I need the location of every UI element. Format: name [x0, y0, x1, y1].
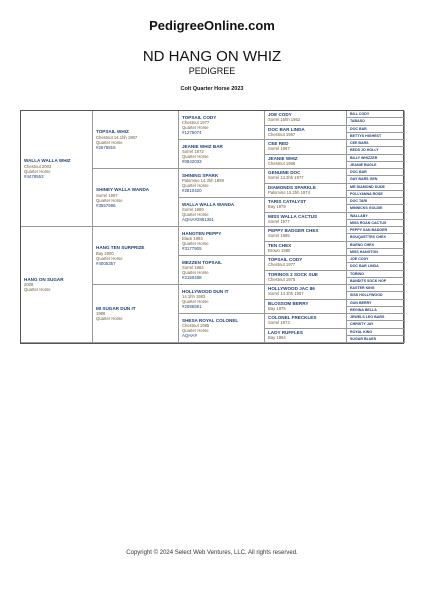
horse-name-label[interactable]: SUGAR BLUES — [350, 336, 377, 341]
horse-detail-line: Bay 1975 — [268, 305, 286, 311]
pedigree-cell-gen4 — [265, 256, 347, 271]
pedigree-cell-gen4 — [265, 300, 347, 315]
horse-name-label[interactable]: HANG TEN SURPRIZE — [96, 245, 145, 251]
horse-name-label[interactable]: SISS HOLLYWOOD — [350, 293, 383, 298]
horse-name-label[interactable]: JEANIE BUGLE — [350, 162, 377, 167]
horse-name-label[interactable]: JOE CODY — [268, 112, 292, 117]
horse-detail-line: AQHA# — [182, 333, 197, 339]
pedigree-cell-gen5 — [347, 126, 405, 133]
pedigree-cell-gen5 — [347, 234, 405, 241]
pedigree-cell-gen3 — [179, 169, 265, 198]
pedigree-cell-gen5 — [347, 249, 405, 256]
horse-name-label[interactable]: MEZZEN TOPSAIL — [182, 259, 222, 265]
horse-name-label[interactable]: REGINA BELLA — [350, 307, 377, 312]
horse-detail-line: Sorrel 1989 — [182, 207, 204, 213]
pedigree-cell-gen4 — [265, 227, 347, 242]
pedigree-cell-gen4 — [265, 242, 347, 257]
horse-name-label[interactable]: WALLA WALLA WHIZ — [24, 158, 71, 164]
pedigree-cell-gen5 — [347, 278, 405, 285]
horse-detail-line: Sorrel 1967 — [268, 146, 290, 152]
pedigree-cell-gen5 — [347, 191, 405, 198]
site-title: PedigreeOnline.com — [149, 18, 275, 33]
pedigree-cell-gen3 — [179, 111, 265, 140]
horse-detail-line: Sorrel 14.3hh 1967 — [268, 291, 304, 297]
horse-name-label[interactable]: WALLABY — [350, 213, 368, 218]
horse-detail-line: Sorrel 1997 — [96, 192, 118, 198]
horse-detail-line: #2150488 — [182, 275, 202, 281]
pedigree-cell-gen3 — [179, 198, 265, 227]
horse-detail-line: 14.1hh 1983 — [182, 294, 206, 300]
horse-name-label[interactable]: TORINO — [350, 271, 364, 276]
horse-name-label[interactable]: EASTER KING — [350, 286, 375, 291]
horse-name-label[interactable]: CEE BARS — [350, 141, 369, 146]
horse-detail-line: Quarter Horse — [96, 316, 123, 322]
horse-detail-line: Quarter Horse — [96, 139, 123, 145]
horse-name-label[interactable]: JEANIE WHIZ BAR — [182, 143, 223, 149]
pedigree-cell-gen5 — [347, 198, 405, 205]
horse-detail-line: Sorrel 1973 — [268, 320, 290, 326]
horse-name-label[interactable]: SHESA ROYAL COLONEL — [182, 317, 239, 323]
pedigree-cell-gen3 — [179, 256, 265, 285]
pedigree-cell-gen4 — [265, 111, 347, 126]
pedigree-cell-gen5 — [347, 256, 405, 263]
horse-name-label[interactable]: TOPSAIL CODY — [182, 114, 217, 120]
pedigree-cell-gen4 — [265, 271, 347, 286]
pedigree-cell-gen4 — [265, 126, 347, 141]
horse-name-label[interactable]: TOPSAIL CODY — [268, 257, 303, 262]
pedigree-cell-gen3 — [179, 285, 265, 314]
pedigree-cell-gen5 — [347, 242, 405, 249]
pedigree-cell-gen5 — [347, 329, 405, 336]
horse-detail-line: Chestnut 2003 — [24, 163, 52, 169]
pedigree-cell-gen5 — [347, 147, 405, 154]
pedigree-chart — [20, 110, 404, 344]
horse-detail-line: Chestnut 1977 — [182, 120, 210, 126]
horse-detail-line: Brown 1980 — [268, 247, 291, 253]
pedigree-cell-gen4 — [265, 285, 347, 300]
horse-name-label[interactable]: SHINING SPARK — [182, 172, 219, 178]
horse-detail-line: Bay 1979 — [268, 204, 286, 210]
pedigree-cell-gen2 — [93, 285, 179, 343]
horse-name-label[interactable]: HANGTEN PEPPY — [182, 230, 222, 236]
horse-name-label[interactable]: COLONEL FRECKLES — [268, 315, 317, 320]
pedigree-cell-gen5 — [347, 205, 405, 212]
horse-name-label[interactable]: HANG ON SUGAR — [24, 276, 64, 282]
horse-detail-line: Quarter Horse — [96, 197, 123, 203]
horse-name-label[interactable]: PEPPY BADGER CHEX — [268, 228, 319, 233]
pedigree-cell-gen5 — [347, 184, 405, 191]
horse-detail-line: Sorrel 1985 — [268, 233, 290, 239]
horse-detail-line: Quarter Horse — [182, 125, 209, 131]
pedigree-cell-gen3 — [179, 314, 265, 343]
horse-detail-line: Sorrel 1984 — [182, 265, 204, 271]
horse-detail-line: Chestnut 1977 — [268, 262, 296, 268]
pedigree-cell-gen2 — [93, 169, 179, 227]
horse-detail-line: AQHA#2861351 — [182, 217, 214, 223]
horse-detail-line: Sorrel 14.3hh 1977 — [268, 175, 304, 181]
horse-name-label[interactable]: MINNICKS GOLDIE — [350, 206, 383, 211]
pedigree-cell-gen5 — [347, 176, 405, 183]
horse-name-label[interactable]: DOC BAR LINDA — [268, 126, 305, 132]
horse-detail-line: #0842033 — [182, 159, 202, 165]
horse-detail-line: Bay 1964 — [268, 334, 286, 340]
horse-name-label[interactable]: DOC BAR — [350, 126, 367, 131]
pedigree-cell-gen2 — [93, 227, 179, 285]
horse-detail-line: Quarter Horse — [24, 287, 51, 293]
horse-name-label[interactable]: TARIS CATALYST — [268, 199, 307, 204]
horse-detail-line: #3177905 — [182, 246, 202, 252]
pedigree-cell-gen3 — [179, 227, 265, 256]
horse-name-label[interactable]: TORINOS 2 SOCK SUE — [268, 271, 318, 277]
pedigree-cell-gen5 — [347, 140, 405, 147]
horse-detail-line: Quarter Horse — [182, 328, 209, 334]
horse-detail-line: Quarter Horse — [96, 255, 123, 261]
horse-name-label[interactable]: MISS WALLA CACTUS — [268, 213, 318, 219]
horse-detail-line: Quarter Horse — [182, 299, 209, 305]
pedigree-cell-gen1 — [21, 111, 93, 227]
horse-name-label[interactable]: ROYAL KING — [350, 329, 373, 334]
horse-detail-line: Sorrel 1977 — [268, 218, 290, 224]
pedigree-cell-gen5 — [347, 314, 405, 321]
horse-detail-line: #4005357 — [96, 260, 116, 266]
horse-name-label[interactable]: MISS HANGTON — [350, 249, 378, 254]
horse-name-label[interactable]: BETTYS HIGHEST — [350, 133, 382, 138]
horse-name-label[interactable]: BILLY WHIZZER — [350, 155, 378, 160]
horse-detail-line: Quarter Horse — [182, 154, 209, 160]
pedigree-cell-gen5 — [347, 227, 405, 234]
horse-detail-line: Chestnut 1985 — [182, 323, 210, 329]
horse-name-label[interactable]: TOPSAIL WHIZ — [96, 129, 129, 135]
horse-detail-line: Quarter Horse — [24, 168, 51, 174]
horse-name-label[interactable]: CHRISTY JAY — [350, 322, 374, 327]
pedigree-cell-gen5 — [347, 118, 405, 125]
pedigree-cell-gen5 — [347, 263, 405, 270]
horse-detail-line: Palomino 14.3hh 1989 — [182, 178, 224, 184]
horse-detail-line: #3557696 — [96, 202, 116, 208]
copyright-footer: Copyright © 2024 Select Web Ventures, LLC. All rights reserved. — [126, 550, 298, 556]
horse-name-label[interactable]: SHINEY WALLA WANDA — [96, 187, 150, 193]
pedigree-cell-gen4 — [265, 314, 347, 329]
pedigree-cell-gen4 — [265, 184, 347, 199]
horse-detail-line: #2675816 — [96, 144, 116, 150]
horse-name-label[interactable]: MI SUGAR DUN IT — [96, 305, 136, 311]
horse-detail-line: Bay 2000 — [96, 250, 114, 256]
horse-subtitle: Colt Quarter Horse 2023 — [180, 86, 244, 92]
horse-detail-line: Sorrel 15hh 1952 — [268, 117, 301, 123]
horse-name-label[interactable]: WALLA WALLA WANDA — [182, 201, 235, 207]
horse-name-label[interactable]: GUN BERRY — [350, 300, 372, 305]
horse-name-label[interactable]: CEE RED — [268, 141, 289, 146]
horse-name-label[interactable]: HOLLYWOOD JAC 86 — [268, 286, 315, 291]
horse-detail-line: 2008 — [24, 282, 34, 288]
pedigree-cell-gen5 — [347, 213, 405, 220]
horse-detail-line: Black 1993 — [182, 236, 203, 242]
pedigree-cell-gen5 — [347, 271, 405, 278]
horse-detail-line: Quarter Horse — [182, 183, 209, 189]
horse-name-label[interactable]: MISS ROAN CACTUS — [350, 220, 387, 225]
horse-name-label[interactable]: DOC BAR — [350, 170, 367, 175]
pedigree-cell-gen5 — [347, 133, 405, 140]
horse-detail-line: Sorrel 1972 — [182, 149, 204, 155]
pedigree-cell-gen5 — [347, 220, 405, 227]
horse-name-label[interactable]: GENUINE DOC — [268, 170, 301, 175]
pedigree-cell-gen5 — [347, 169, 405, 176]
horse-name-label[interactable]: PEPPY SAN BADGER — [350, 228, 388, 233]
pedigree-cell-gen4 — [265, 169, 347, 184]
pedigree-cell-gen5 — [347, 155, 405, 162]
pedigree-cell-gen4 — [265, 155, 347, 170]
pedigree-cell-gen5 — [347, 292, 405, 299]
horse-name-label[interactable]: JOE CODY — [350, 257, 369, 262]
horse-name-label[interactable]: LADY RUFFLES — [268, 329, 303, 335]
horse-name-label[interactable]: TEN CHEX — [268, 242, 292, 248]
horse-detail-line: Chestnut 1968 — [268, 160, 296, 166]
horse-name-label[interactable]: GAY BARS GEN — [350, 177, 378, 182]
horse-name-label[interactable]: HOLLYWOOD DUN IT — [182, 288, 229, 294]
horse-detail-line: 1998 — [96, 311, 106, 317]
horse-name-label[interactable]: BOUQUETTES CHEX — [350, 235, 386, 240]
horse-detail-line: #2810420 — [182, 188, 202, 194]
pedigree-cell-gen3 — [179, 140, 265, 169]
pedigree-cell-gen4 — [265, 140, 347, 155]
horse-name-label[interactable]: BANDITS SOCK HOP — [350, 278, 387, 283]
horse-name-label[interactable]: DIAMONDS SPARKLE — [268, 184, 316, 190]
horse-name-label[interactable]: BLOSSOM BERRY — [268, 300, 309, 306]
pedigree-cell-gen4 — [265, 329, 347, 344]
horse-detail-line: Chestnut 1967 — [268, 131, 296, 137]
pedigree-cell-gen5 — [347, 111, 405, 118]
document-type: PEDIGREE — [188, 66, 236, 76]
horse-name: ND HANG ON WHIZ — [142, 48, 282, 65]
horse-name-label[interactable]: JEWELS LEO BARS — [350, 315, 385, 320]
pedigree-cell-gen2 — [93, 111, 179, 169]
horse-name-label[interactable]: BILL CODY — [350, 112, 370, 117]
pedigree-cell-gen4 — [265, 213, 347, 228]
pedigree-cell-gen5 — [347, 336, 405, 343]
horse-name-label[interactable]: BUENO CHEX — [350, 242, 374, 247]
pedigree-cell-gen1 — [21, 227, 93, 343]
horse-detail-line: Palomino 15.2hh 1974 — [268, 189, 310, 195]
horse-detail-line: #2086591 — [182, 304, 202, 310]
pedigree-cell-gen5 — [347, 300, 405, 307]
pedigree-cell-gen4 — [265, 198, 347, 213]
horse-detail-line: Quarter Horse — [182, 270, 209, 276]
horse-detail-line: Chestnut 1975 — [268, 276, 296, 282]
horse-detail-line: Chestnut 14.1hh 1987 — [96, 134, 138, 140]
horse-detail-line: #1275074 — [182, 130, 202, 136]
horse-detail-line: Quarter Horse — [182, 241, 209, 247]
horse-name-label[interactable]: MR DIAMOND DUDE — [350, 184, 385, 189]
pedigree-cell-gen5 — [347, 285, 405, 292]
horse-name-label[interactable]: DOC TARI — [350, 199, 368, 204]
pedigree-cell-gen5 — [347, 162, 405, 169]
pedigree-cell-gen5 — [347, 307, 405, 314]
horse-name-label[interactable]: POLLYANNA ROSE — [350, 191, 383, 196]
horse-detail-line: #4478553 — [24, 173, 44, 179]
horse-name-label[interactable]: REDS JO HOLLY — [350, 148, 379, 153]
horse-detail-line: Quarter Horse — [182, 212, 209, 218]
horse-name-label[interactable]: DOC BAR LINDA — [350, 264, 379, 269]
pedigree-cell-gen5 — [347, 321, 405, 328]
horse-name-label[interactable]: TABASO — [350, 119, 365, 124]
horse-name-label[interactable]: JEANIE WHIZ — [268, 155, 298, 161]
